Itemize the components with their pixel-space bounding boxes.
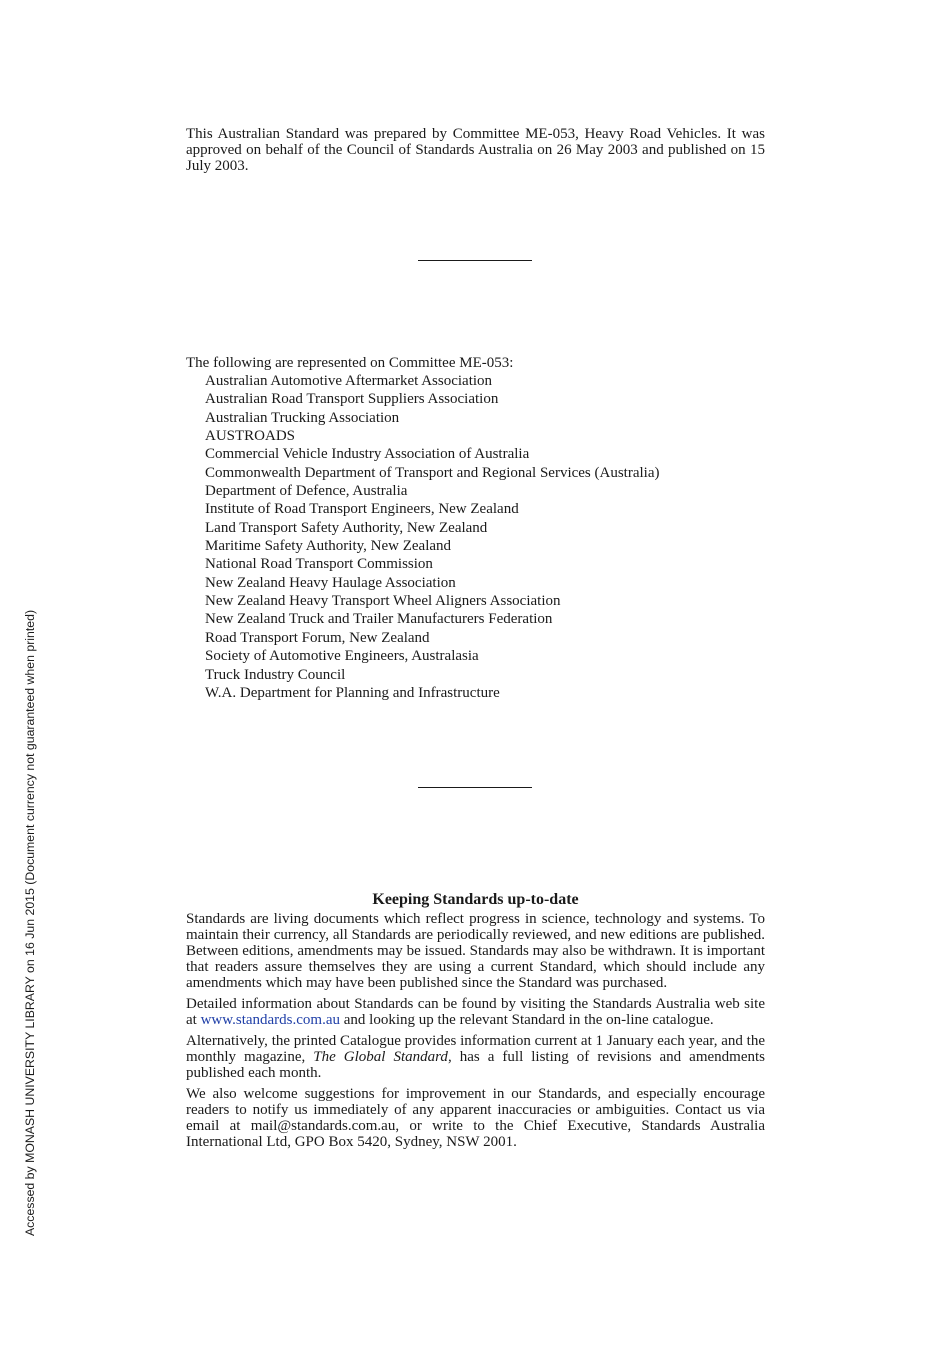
paragraph-living-documents: Standards are living documents which reflect progress in science, technology and systems. To maintain their currency, all Standards are periodically reviewed, and new editions are published. Between editions, amendments may be issued. Standards may also be withdrawn. It is important that readers assure themselves they are using a current Standard, which should include any amendments which may have been published since the Standard was purchased. <box>186 911 765 991</box>
magazine-title: The Global Standard <box>313 1049 448 1065</box>
standards-website-link[interactable]: www.standards.com.au <box>200 1012 340 1028</box>
committee-member: Land Transport Safety Authority, New Zealand <box>205 519 488 536</box>
access-watermark: Accessed by MONASH UNIVERSITY LIBRARY on 16 Jun 2015 (Document currency not guaranteed when printed) <box>23 609 37 1237</box>
committee-member: Road Transport Forum, New Zealand <box>205 629 430 646</box>
committee-member: National Road Transport Commission <box>205 556 433 573</box>
keeping-standards-section <box>186 890 765 1155</box>
committee-member: Society of Automotive Engineers, Australasia <box>205 648 479 665</box>
section-heading: Keeping Standards up-to-date <box>372 891 579 908</box>
committee-member: New Zealand Truck and Trailer Manufacturers Federation <box>205 611 553 628</box>
committee-member: New Zealand Heavy Haulage Association <box>205 574 456 591</box>
committee-member: W.A. Department for Planning and Infrastructure <box>205 684 500 701</box>
committee-member: Australian Trucking Association <box>205 409 400 426</box>
paragraph-website <box>186 996 765 1028</box>
section-divider <box>418 260 532 261</box>
approval-statement: This Australian Standard was prepared by Committee ME-053, Heavy Road Vehicles. It was approved on behalf of the Council of Standards Australia on 26 May 2003 and published on 15 July 2003. <box>186 126 765 174</box>
paragraph-catalogue <box>186 1033 765 1081</box>
committee-intro: The following are represented on Committee ME-053: <box>186 355 514 371</box>
committee-member: Commonwealth Department of Transport and Regional Services (Australia) <box>205 464 660 481</box>
committee-member: AUSTROADS <box>205 428 296 445</box>
committee-member: Maritime Safety Authority, New Zealand <box>205 538 452 555</box>
committee-section <box>186 354 765 702</box>
paragraph-text: and looking up the relevant Standard in the on-line catalogue. <box>340 1012 714 1028</box>
committee-member-list <box>186 372 765 702</box>
committee-member: Truck Industry Council <box>205 666 346 683</box>
committee-member: Australian Automotive Aftermarket Association <box>205 373 493 389</box>
committee-member: Commercial Vehicle Industry Association of Australia <box>205 446 530 463</box>
paragraph-contact: We also welcome suggestions for improvement in our Standards, and especially encourage readers to notify us immediately of any apparent inaccuracies or ambiguities. Contact us via email at mail@standards.com.au, or write to the Chief Executive, Standards Australia International Ltd, GPO Box 5420, Sydney, NSW 2001. <box>186 1086 765 1150</box>
committee-member: New Zealand Heavy Transport Wheel Aligners Association <box>205 593 561 610</box>
paragraph-text: , has a full listing of revisions and amendments published each month. <box>186 1049 765 1081</box>
section-divider <box>418 787 532 788</box>
committee-member: Australian Road Transport Suppliers Association <box>205 391 499 408</box>
committee-member: Department of Defence, Australia <box>205 483 408 500</box>
committee-member: Institute of Road Transport Engineers, New Zealand <box>205 501 519 518</box>
paragraph-text: Alternatively, the printed Catalogue provides information current at 1 January each year, and the monthly magazine, <box>186 1033 765 1065</box>
paragraph-text: Detailed information about Standards can be found by visiting the Standards Australia web site at <box>186 996 765 1028</box>
